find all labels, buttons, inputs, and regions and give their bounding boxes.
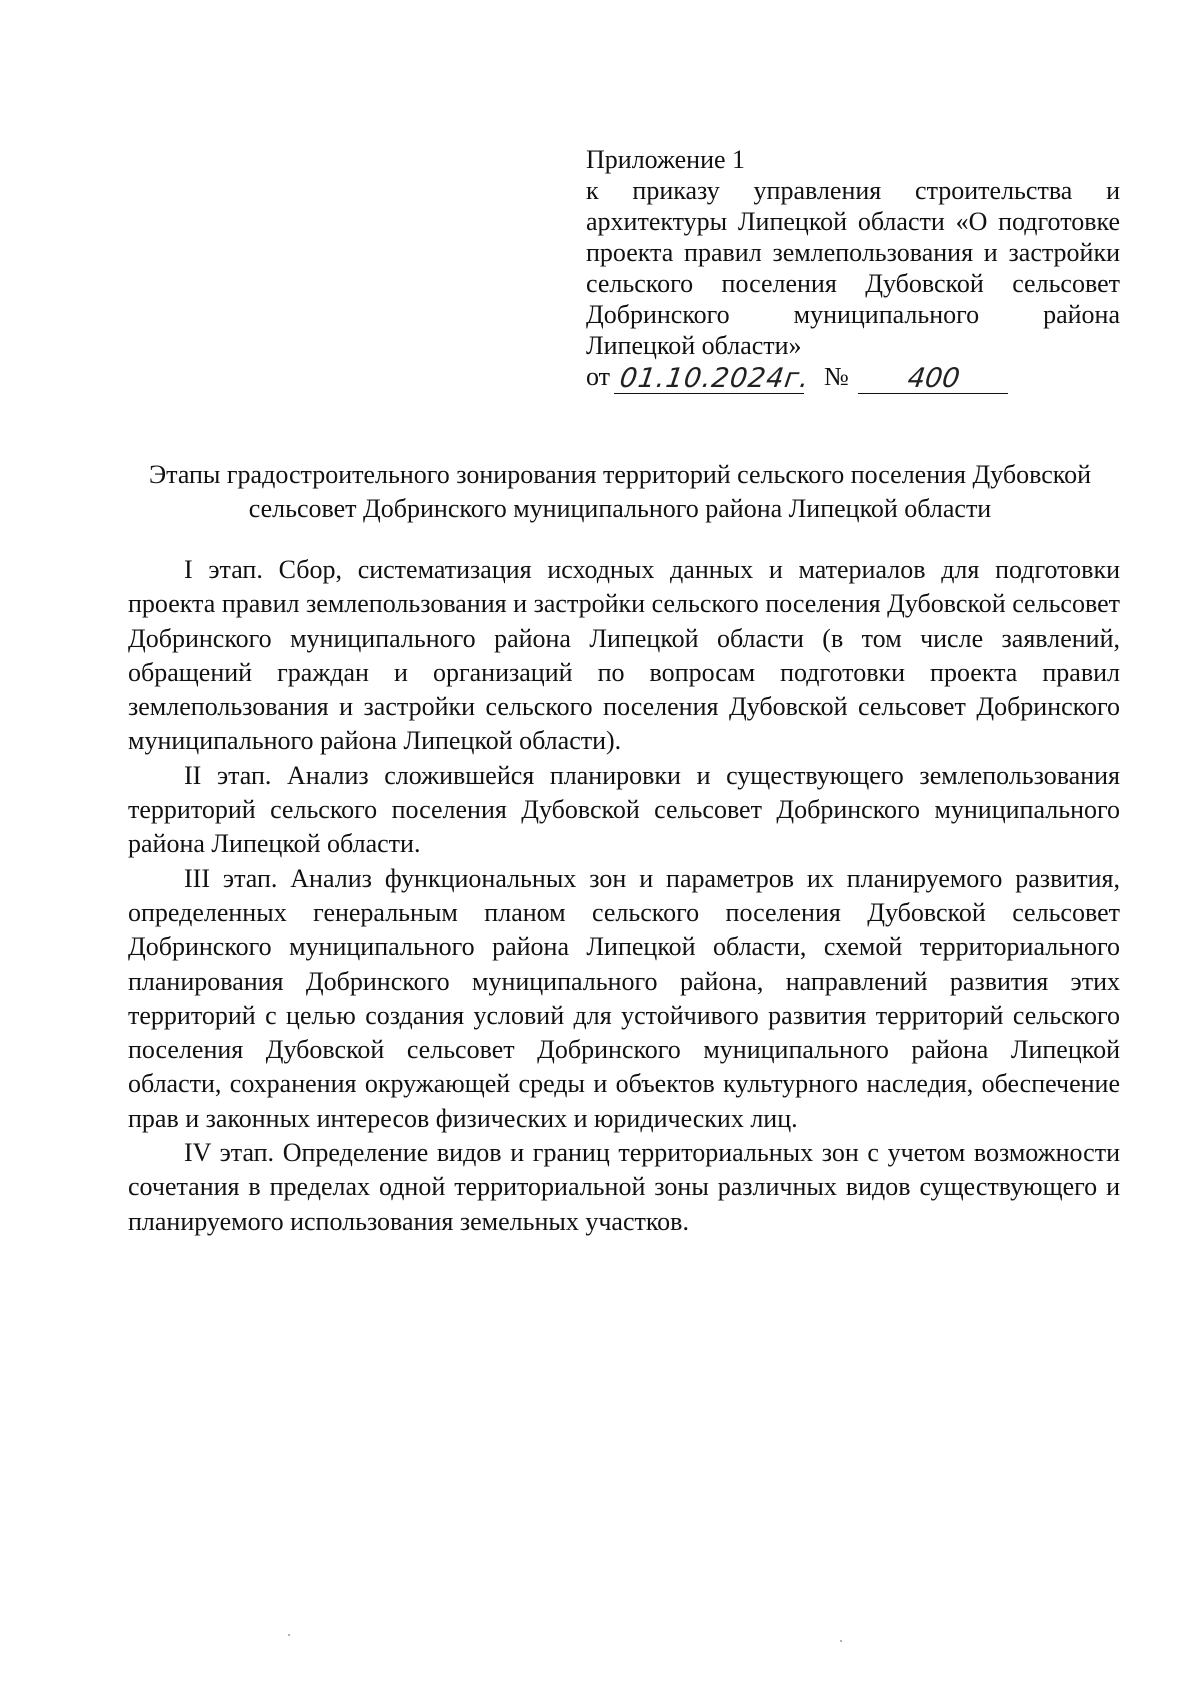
appendix-line: «О подготовке проекта правил — [586, 207, 1121, 267]
stages-body — [128, 553, 1120, 1239]
date-field — [614, 363, 812, 394]
stage-paragraph: IV этап. Определение видов и границ территориальных зон с учетом возможности сочетания в пределах одной территориальной зоны различных видов существующего и планируемого использования земельных участков. — [128, 1138, 1120, 1236]
scan-speck — [288, 1634, 290, 1636]
appendix-line: землепользования и застройки сельского — [586, 238, 1120, 298]
appendix-line: поселения Дубовской сельсовет Добринского — [586, 269, 1120, 329]
document-heading — [120, 458, 1120, 526]
number-label: № — [824, 362, 849, 391]
appendix-block — [586, 144, 1120, 397]
stage-paragraph: I этап. Сбор, систематизация исходных данных и материалов для подготовки проекта правил землепользования и застройки сельского поселения Дубовской сельсовет Добринского муниципального района Липецкой области (в том числе заявлений, обращений граждан и организаций по вопросам подготовки проекта правил землепользования и застройки сельского поселения Дубовской сельсовет Добринского муниципального района Липецкой области). — [128, 555, 1120, 756]
appendix-line: архитектуры Липецкой области — [586, 207, 945, 236]
appendix-title: Приложение 1 — [586, 145, 746, 174]
heading-line: Этапы градостроительного зонирования территорий сельского поселения Дубовской — [148, 460, 1092, 489]
handwritten-number: 400 — [905, 363, 962, 394]
stage-paragraph: II этап. Анализ сложившейся планировки и существующего землепользования территорий сельского поселения Дубовской сельсовет Добринского муниципального района Липецкой области. — [128, 760, 1120, 859]
appendix-line: к приказу управления строительства и — [586, 176, 1120, 205]
date-label: от — [586, 362, 611, 391]
stage-paragraph: III этап. Анализ функциональных зон и параметров их планируемого развития, определенных генеральным планом сельского поселения Дубовской сельсовет Добринского муниципального района Липецкой области, схемой территориального планирования Добринского муниципального района, направлений развития этих территорий с целью создания условий для устойчивого развития территорий сельского поселения Дубовской сельсовет Добринского муниципального района Липецкой области, сохранения окружающей среды и объектов культурного наследия, обеспечение прав и законных интересов физических и юридических лиц. — [128, 863, 1120, 1133]
handwritten-date: 01.10.2024г. — [617, 363, 812, 394]
order-date-number-line — [586, 361, 1120, 397]
heading-line: сельсовет Добринского муниципального района Липецкой области — [248, 494, 992, 523]
number-field — [858, 363, 1008, 394]
appendix-line: муниципального района Липецкой области» — [586, 300, 1121, 360]
scan-speck — [840, 1640, 842, 1642]
appendix-order-reference — [586, 175, 1120, 361]
